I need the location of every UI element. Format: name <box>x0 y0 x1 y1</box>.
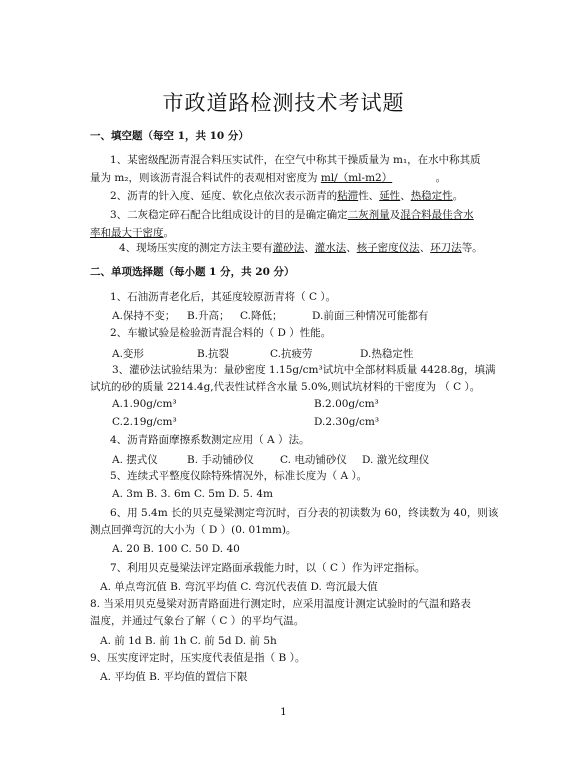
s2-q8-line2: 温度，并通过气象台了解（ C ）的平均气温。 <box>90 615 305 627</box>
s1-q2 <box>110 189 463 203</box>
s1-q4-answer3: 核子密度仪法 <box>356 242 420 254</box>
s1-q4-answer1: 灌砂法 <box>272 242 305 254</box>
s1-q1-line1: 1、某密级配沥青混合料压实试件，在空气中称其干操质量为 m₁，在水中称其质 <box>110 154 481 166</box>
s1-q3-line1 <box>110 208 474 222</box>
s1-q4-answer2: 灌水法 <box>314 242 347 254</box>
s1-q2-mid2: 、 <box>400 190 411 202</box>
s2-q2-option-d: D.热稳定性 <box>360 348 414 360</box>
s1-q4-sep1: 、 <box>304 242 315 254</box>
s1-q1-prefix: 量为 m₂，则该沥青混合料试件的表观相对密度为 <box>90 172 318 184</box>
s1-q4-prefix: 4、现场压实度的测定方法主要有 <box>119 242 273 254</box>
s1-q2-mid1: 性、 <box>358 190 380 202</box>
page-number: 1 <box>280 706 287 718</box>
s1-q1-answer: ml/（ml-m2） <box>320 172 393 184</box>
s2-q2-option-b: B.抗裂 <box>197 348 230 360</box>
s1-q1-suffix: 。 <box>435 172 447 184</box>
s1-q2-prefix: 2、沥青的针入度、延度、软化点依次表示沥青的 <box>110 190 338 202</box>
s1-q4-sep2: 、 <box>346 242 357 254</box>
s1-q3-suffix: 。 <box>163 227 174 239</box>
s1-q3-answer2-cont: 率和最大干密度 <box>90 227 164 239</box>
s2-q7-options: A. 单点弯沉值 B. 弯沉平均值 C. 弯沉代表值 D. 弯沉最大值 <box>100 581 378 593</box>
s2-q6-line1: 6、用 5.4m 长的贝克曼梁测定弯沉时，百分表的初读数为 60，终读数为 40，则该 <box>110 507 499 519</box>
s1-q3-line2 <box>90 226 174 240</box>
s2-q4-option-b: B. 手动铺砂仪 <box>187 454 254 466</box>
s2-q7: 7、利用贝克曼梁法评定路面承载能力时，以（ C ）作为评定指标。 <box>110 562 426 574</box>
s1-q4-answer4: 环刀法 <box>430 242 462 254</box>
s1-q4-suffix: 等。 <box>461 242 483 254</box>
s2-q1-option-d: D.前面三种情况可能都有 <box>312 310 429 322</box>
s1-q2-answer2: 延性 <box>379 190 401 202</box>
s2-q3-option-b: B.2.00g/cm³ <box>314 398 379 410</box>
s2-q1-option-a: A.保持不变； <box>112 310 176 322</box>
section1-heading: 一、填空题（每空 1，共 10 分） <box>90 130 249 142</box>
section2-heading: 二、单项选择题（每小题 1 分，共 20 分） <box>90 266 295 278</box>
s2-q3-line2: 试坑的砂的质量 2214.4g,代表性试样含水量 5.0%,则试坑材料的干密度为 （ C ）。 <box>90 381 481 393</box>
s2-q9-options: A. 平均值 B. 平均值的置信下限 <box>100 671 248 683</box>
s2-q3-line1: 3、灌砂法试验结果为：量砂密度 1.15g/cm³试坑中全部材料质量 4428.8g，填满 <box>112 364 496 376</box>
s1-q3-mid: 及 <box>389 209 401 221</box>
s2-q4-option-c: C. 电动铺砂仪 <box>280 454 347 466</box>
s2-q4-option-d: D. 激光纹理仪 <box>362 454 430 466</box>
s2-q3-option-a: A.1.90g/cm³ <box>112 398 177 410</box>
s2-q1-option-c: C.降低； <box>240 310 283 322</box>
s2-q3-option-c: C.2.19g/cm³ <box>112 416 177 428</box>
s2-q9: 9、压实度评定时，压实度代表值是指（ B ）。 <box>90 652 306 664</box>
s1-q2-answer1: 粘滞 <box>337 190 359 202</box>
s1-q3-answer1: 二灰剂量 <box>347 209 390 221</box>
s2-q3-option-d: D.2.30g/cm³ <box>314 416 380 428</box>
s2-q6-options: A. 20 B. 100 C. 50 D. 40 <box>112 543 240 555</box>
s2-q1-option-b: B.升高； <box>187 310 230 322</box>
s2-q6-line2: 测点回弹弯沉的大小为（ D ）(0. 01mm)。 <box>90 524 297 536</box>
s1-q4 <box>119 241 483 255</box>
s2-q4: 4、沥青路面摩擦系数测定应用（ A ）法。 <box>110 434 310 446</box>
s1-q2-answer3: 热稳定性 <box>410 190 453 202</box>
s2-q4-option-a: A. 摆式仪 <box>112 454 158 466</box>
s1-q3-answer2: 混合料最佳含水 <box>400 209 474 221</box>
s1-q1-line2 <box>90 171 446 185</box>
s2-q2: 2、车辙试验是检验沥青混合料的（ D ）性能。 <box>110 327 332 339</box>
s2-q8-options: A. 前 1d B. 前 1h C. 前 5d D. 前 5h <box>100 635 277 647</box>
s1-q4-sep3: 、 <box>419 242 431 254</box>
s2-q5-options: A. 3m B. 3. 6m C. 5m D. 5. 4m <box>112 488 273 500</box>
page-title: 市政道路检测技术考试题 <box>162 91 405 115</box>
s2-q2-option-a: A.变形 <box>112 348 144 360</box>
s2-q1: 1、石油沥青老化后，其延度较原沥青将（ C ）。 <box>110 291 337 303</box>
s2-q8-line1: 8. 当采用贝克曼梁对沥青路面进行测定时，应采用温度计测定试验时的气温和路表 <box>90 598 471 610</box>
s1-q2-suffix: 。 <box>452 190 464 202</box>
s2-q2-option-c: C.抗疲劳 <box>270 348 313 360</box>
s2-q5: 5、连续式平整度仪除特殊情况外，标准长度为（ A ）。 <box>110 470 368 482</box>
s1-q3-prefix: 3、二灰稳定碎石配合比组成设计的目的是确定确定 <box>110 209 348 221</box>
